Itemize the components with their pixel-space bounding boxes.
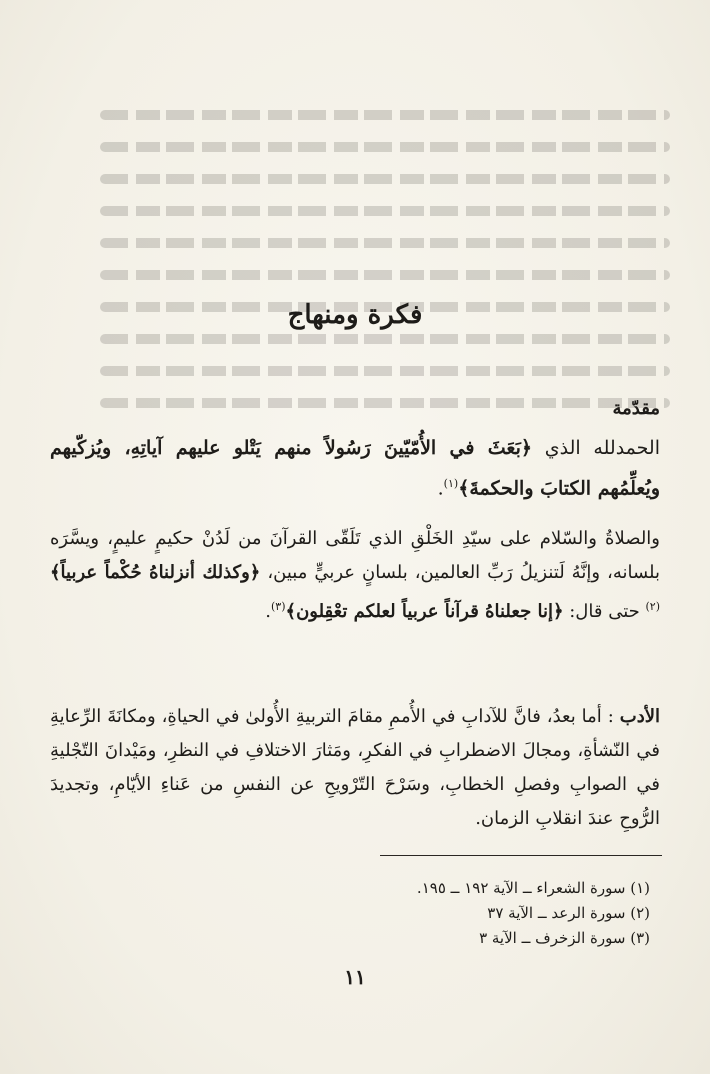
salutation-verse-1: ﴿وكذلك أنزلناهُ حُكْماً عربياً﴾ xyxy=(50,562,261,583)
footnote-mark-2: (٢) xyxy=(645,600,660,613)
footnote-2: (٢) سورة الرعد ــ الآية ٣٧ xyxy=(487,904,650,922)
salutation-text: والصلاةُ والسّلام على سيّدِ الخَلْقِ الذي تَلَقّى القرآنَ من لَدُنْ حكيمٍ عليمٍ، ويسَّرَه بلسانه، وإنَّهُ لَتنزيلُ رَبِّ العالمين، بلسانٍ عربيٍّ مبين، xyxy=(50,528,660,583)
praise-lead: الحمدلله الذي xyxy=(532,437,660,459)
praise-verse: ﴿بَعَثَ في الأُمّيّينَ رَسُولاً منهم يَتْلو عليهم آياتِهِ، ويُزكّيهم ويُعلِّمُهم الكتابَ والحكمةَ﴾ xyxy=(50,437,660,500)
salutation-verse-2: ﴿إنا جعلناهُ قرآناً عربياً لعلكم تعْقِلون﴾ xyxy=(285,601,564,622)
paragraph-salutation xyxy=(50,522,660,629)
page-number: ١١ xyxy=(344,965,366,989)
salutation-tail: . xyxy=(265,601,271,622)
footnote-divider xyxy=(380,855,662,856)
footnote-1: (١) سورة الشعراء ــ الآية ١٩٢ ــ ١٩٥. xyxy=(416,879,650,897)
page-title: فكرة ومنهاج xyxy=(287,300,423,330)
footnote-mark-1: (١) xyxy=(443,477,459,490)
adab-label: الأدب xyxy=(619,706,660,727)
footnote-3: (٣) سورة الزخرف ــ الآية ٣ xyxy=(479,929,650,947)
bleed-through-texture xyxy=(100,110,670,420)
paragraph-praise xyxy=(50,430,660,506)
intro-heading: مقدّمة xyxy=(612,398,660,419)
salutation-mid: حتى قال: xyxy=(563,601,646,622)
paragraph-adab xyxy=(50,700,660,836)
footnote-mark-3: (٣) xyxy=(271,600,286,613)
praise-tail: . xyxy=(437,477,444,500)
adab-text: : أما بعدُ، فانَّ للآدابِ في الأُممِ مقامَ التربيةِ الأُولىٰ في الحياةِ، ومكانَةَ الرِّعايةِ في النّشأةِ، ومجالَ الاضطرابِ في الفكرِ، ومَثارَ الاختلافِ في النظرِ، ومَيْدانَ التّجْليةِ في الصوابِ وفصلِ الخطابِ، وسَرْحَ التّرْويحِ عن النفسِ من عَناءِ الأيّامِ، وتجديدَ الرُّوحِ عندَ انقلابِ الزمان. xyxy=(50,706,660,829)
